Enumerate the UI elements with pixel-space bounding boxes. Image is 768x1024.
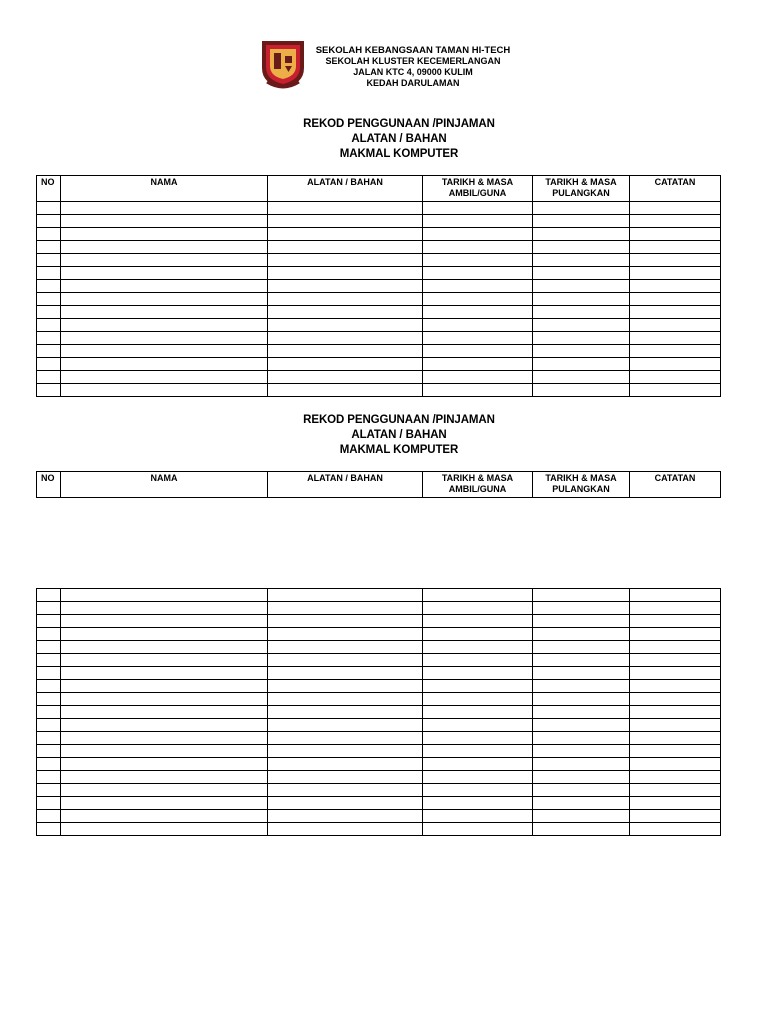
school-header (310, 45, 516, 89)
table-cell (268, 384, 423, 397)
table-row (37, 228, 721, 241)
table-cell (630, 319, 721, 332)
table-cell (423, 823, 533, 836)
table-cell (61, 732, 268, 745)
table-cell (268, 602, 423, 615)
col-header-no: NO (37, 176, 61, 202)
record-title-2 (200, 413, 598, 458)
table-cell (423, 215, 533, 228)
table-cell (37, 293, 61, 306)
school-address-line2: KEDAH DARULAMAN (366, 78, 460, 88)
table-cell (533, 384, 630, 397)
school-name: SEKOLAH KEBANGSAAN TAMAN HI-TECH (315, 45, 511, 56)
table-cell (61, 602, 268, 615)
table-row (37, 641, 721, 654)
table-1-body (37, 202, 721, 397)
table-cell (37, 732, 61, 745)
table-row (37, 758, 721, 771)
table-cell (533, 345, 630, 358)
table-cell (533, 267, 630, 280)
table-cell (630, 784, 721, 797)
table-row (37, 319, 721, 332)
table-cell (630, 615, 721, 628)
table-row (37, 719, 721, 732)
table-cell (423, 332, 533, 345)
table-cell (268, 706, 423, 719)
table-cell (533, 810, 630, 823)
col-header-pulang-line2: PULANGKAN (552, 188, 610, 198)
col-header-ambil-line1: TARIKH & MASA (441, 473, 514, 483)
table-cell (533, 680, 630, 693)
school-cluster: SEKOLAH KLUSTER KECEMERLANGAN (325, 56, 501, 66)
table-row (37, 784, 721, 797)
table-cell (61, 810, 268, 823)
table-row (37, 810, 721, 823)
table-cell (61, 771, 268, 784)
table-cell (37, 680, 61, 693)
table-cell (423, 771, 533, 784)
table-cell (268, 306, 423, 319)
table-cell (268, 771, 423, 784)
table-cell (61, 267, 268, 280)
table-cell (630, 371, 721, 384)
table-row (37, 654, 721, 667)
table-cell (533, 215, 630, 228)
col-header-ambil-line2: AMBIL/GUNA (448, 484, 507, 494)
table-cell (423, 280, 533, 293)
table-cell (630, 667, 721, 680)
table-cell (423, 719, 533, 732)
table-cell (37, 706, 61, 719)
table-row (37, 306, 721, 319)
table-cell (533, 771, 630, 784)
col-header-nama: NAMA (61, 176, 268, 202)
table-cell (533, 602, 630, 615)
table-cell (37, 228, 61, 241)
table-cell (423, 667, 533, 680)
table-cell (37, 254, 61, 267)
record-table-2 (36, 471, 721, 498)
table-cell (533, 693, 630, 706)
table-row (37, 345, 721, 358)
table-cell (61, 280, 268, 293)
table-cell (533, 719, 630, 732)
table-cell (423, 810, 533, 823)
table-row (37, 823, 721, 836)
table-cell (533, 319, 630, 332)
table-cell (630, 745, 721, 758)
table-header-row (37, 472, 721, 498)
table-cell (61, 680, 268, 693)
table-cell (630, 680, 721, 693)
table-cell (533, 332, 630, 345)
table-cell (423, 615, 533, 628)
table-row (37, 371, 721, 384)
table-row (37, 267, 721, 280)
table-cell (533, 371, 630, 384)
table-row (37, 680, 721, 693)
record-table-1 (36, 175, 721, 397)
col-header-ambil-line2: AMBIL/GUNA (448, 188, 507, 198)
table-cell (423, 745, 533, 758)
table-cell (268, 293, 423, 306)
col-header-nama: NAMA (61, 472, 268, 498)
school-address-line1: JALAN KTC 4, 09000 KULIM (353, 67, 473, 77)
table-cell (37, 771, 61, 784)
table-3-body (37, 589, 721, 836)
table-cell (37, 589, 61, 602)
record-table-3 (36, 588, 721, 836)
table-cell (61, 758, 268, 771)
table-cell (533, 745, 630, 758)
col-header-ambil (423, 472, 533, 498)
table-row (37, 280, 721, 293)
table-cell (268, 345, 423, 358)
table-cell (61, 332, 268, 345)
table-cell (268, 371, 423, 384)
table-cell (61, 293, 268, 306)
table-cell (533, 732, 630, 745)
col-header-pulang-line2: PULANGKAN (552, 484, 610, 494)
table-cell (37, 784, 61, 797)
table-cell (630, 602, 721, 615)
table-cell (37, 319, 61, 332)
table-row (37, 358, 721, 371)
table-cell (533, 641, 630, 654)
table-cell (423, 202, 533, 215)
table-cell (61, 345, 268, 358)
table-cell (61, 228, 268, 241)
table-cell (533, 306, 630, 319)
table-cell (533, 628, 630, 641)
table-cell (630, 719, 721, 732)
table-cell (423, 371, 533, 384)
table-cell (268, 628, 423, 641)
table-cell (533, 615, 630, 628)
table-cell (61, 384, 268, 397)
table-cell (630, 693, 721, 706)
table-cell (630, 254, 721, 267)
table-row (37, 293, 721, 306)
table-cell (37, 758, 61, 771)
record-title-line1: REKOD PENGGUNAAN /PINJAMAN (303, 414, 495, 426)
table-row (37, 693, 721, 706)
table-cell (61, 589, 268, 602)
table-cell (268, 732, 423, 745)
table-cell (423, 758, 533, 771)
table-cell (61, 706, 268, 719)
col-header-alatan: ALATAN / BAHAN (268, 472, 423, 498)
col-header-ambil-line1: TARIKH & MASA (441, 177, 514, 187)
table-cell (61, 641, 268, 654)
col-header-ambil (423, 176, 533, 202)
record-title-line3: MAKMAL KOMPUTER (339, 148, 459, 160)
table-cell (268, 758, 423, 771)
table-cell (423, 267, 533, 280)
table-cell (61, 358, 268, 371)
table-cell (268, 319, 423, 332)
table-cell (37, 267, 61, 280)
table-cell (268, 254, 423, 267)
table-cell (61, 241, 268, 254)
table-cell (630, 280, 721, 293)
col-header-pulang (533, 472, 630, 498)
table-cell (37, 693, 61, 706)
table-row (37, 771, 721, 784)
table-cell (61, 254, 268, 267)
table-cell (61, 306, 268, 319)
table-cell (423, 384, 533, 397)
col-header-no: NO (37, 472, 61, 498)
col-header-catatan: CATATAN (630, 472, 721, 498)
table-cell (630, 215, 721, 228)
table-cell (37, 602, 61, 615)
table-cell (630, 706, 721, 719)
table-cell (533, 758, 630, 771)
table-cell (423, 732, 533, 745)
table-cell (423, 628, 533, 641)
table-cell (533, 589, 630, 602)
table-cell (37, 628, 61, 641)
table-row (37, 202, 721, 215)
table-cell (630, 758, 721, 771)
table-cell (268, 215, 423, 228)
table-cell (61, 654, 268, 667)
table-cell (37, 306, 61, 319)
table-cell (61, 371, 268, 384)
table-cell (61, 693, 268, 706)
table-cell (268, 745, 423, 758)
table-cell (423, 797, 533, 810)
col-header-pulang (533, 176, 630, 202)
table-cell (423, 706, 533, 719)
table-cell (268, 228, 423, 241)
table-cell (630, 293, 721, 306)
table-row (37, 732, 721, 745)
table-cell (268, 680, 423, 693)
table-cell (533, 202, 630, 215)
table-cell (630, 771, 721, 784)
table-cell (423, 641, 533, 654)
table-cell (61, 823, 268, 836)
table-row (37, 615, 721, 628)
table-cell (37, 615, 61, 628)
table-cell (37, 823, 61, 836)
table-cell (423, 784, 533, 797)
table-cell (61, 719, 268, 732)
table-cell (423, 293, 533, 306)
table-cell (268, 589, 423, 602)
table-cell (630, 641, 721, 654)
table-row (37, 332, 721, 345)
table-cell (423, 306, 533, 319)
table-cell (630, 384, 721, 397)
table-cell (533, 823, 630, 836)
record-title-line2: ALATAN / BAHAN (351, 133, 447, 145)
table-row (37, 589, 721, 602)
record-title-1 (200, 117, 598, 162)
table-cell (61, 797, 268, 810)
table-cell (37, 371, 61, 384)
table-cell (37, 719, 61, 732)
table-cell (61, 667, 268, 680)
table-cell (268, 332, 423, 345)
table-cell (630, 654, 721, 667)
table-row (37, 254, 721, 267)
table-cell (268, 693, 423, 706)
table-cell (268, 615, 423, 628)
table-cell (630, 228, 721, 241)
table-cell (423, 654, 533, 667)
table-cell (533, 797, 630, 810)
table-cell (61, 202, 268, 215)
record-title-line1: REKOD PENGGUNAAN /PINJAMAN (303, 118, 495, 130)
table-cell (630, 732, 721, 745)
col-header-catatan: CATATAN (630, 176, 721, 202)
table-cell (37, 641, 61, 654)
table-cell (37, 358, 61, 371)
table-cell (533, 228, 630, 241)
table-cell (268, 358, 423, 371)
table-cell (630, 810, 721, 823)
table-row (37, 602, 721, 615)
record-title-line3: MAKMAL KOMPUTER (339, 444, 459, 456)
table-cell (37, 384, 61, 397)
table-row (37, 706, 721, 719)
table-cell (423, 228, 533, 241)
table-cell (630, 306, 721, 319)
table-cell (533, 667, 630, 680)
table-cell (630, 628, 721, 641)
table-cell (630, 345, 721, 358)
table-cell (423, 345, 533, 358)
table-cell (268, 641, 423, 654)
table-cell (268, 797, 423, 810)
table-row (37, 628, 721, 641)
table-cell (268, 267, 423, 280)
table-cell (630, 202, 721, 215)
table-cell (37, 810, 61, 823)
table-cell (61, 615, 268, 628)
table-cell (630, 823, 721, 836)
table-cell (268, 654, 423, 667)
col-header-pulang-line1: TARIKH & MASA (545, 473, 617, 483)
table-cell (37, 667, 61, 680)
table-cell (533, 784, 630, 797)
table-row (37, 797, 721, 810)
table-cell (268, 719, 423, 732)
table-cell (37, 797, 61, 810)
table-cell (533, 280, 630, 293)
table-cell (37, 654, 61, 667)
col-header-pulang-line1: TARIKH & MASA (545, 177, 617, 187)
table-cell (37, 345, 61, 358)
table-row (37, 384, 721, 397)
table-cell (533, 706, 630, 719)
table-cell (423, 358, 533, 371)
table-cell (533, 254, 630, 267)
table-cell (37, 745, 61, 758)
table-row (37, 215, 721, 228)
table-cell (533, 293, 630, 306)
table-cell (423, 693, 533, 706)
table-cell (61, 628, 268, 641)
table-cell (37, 202, 61, 215)
table-header-row (37, 176, 721, 202)
table-cell (268, 280, 423, 293)
table-cell (533, 654, 630, 667)
table-cell (630, 332, 721, 345)
table-cell (37, 332, 61, 345)
table-cell (533, 358, 630, 371)
table-cell (268, 784, 423, 797)
table-cell (268, 823, 423, 836)
table-cell (37, 280, 61, 293)
school-crest-icon (258, 38, 308, 90)
table-cell (423, 589, 533, 602)
table-row (37, 745, 721, 758)
table-cell (37, 241, 61, 254)
table-cell (423, 602, 533, 615)
table-cell (61, 215, 268, 228)
table-cell (423, 680, 533, 693)
table-cell (423, 319, 533, 332)
table-cell (268, 810, 423, 823)
table-row (37, 241, 721, 254)
table-cell (423, 254, 533, 267)
col-header-alatan: ALATAN / BAHAN (268, 176, 423, 202)
table-cell (268, 241, 423, 254)
table-cell (630, 267, 721, 280)
table-cell (268, 667, 423, 680)
table-cell (423, 241, 533, 254)
table-row (37, 667, 721, 680)
table-cell (630, 241, 721, 254)
table-cell (61, 784, 268, 797)
table-cell (630, 797, 721, 810)
record-title-line2: ALATAN / BAHAN (351, 429, 447, 441)
table-cell (268, 202, 423, 215)
table-cell (630, 589, 721, 602)
table-cell (533, 241, 630, 254)
table-cell (61, 319, 268, 332)
table-cell (630, 358, 721, 371)
table-cell (61, 745, 268, 758)
table-cell (37, 215, 61, 228)
